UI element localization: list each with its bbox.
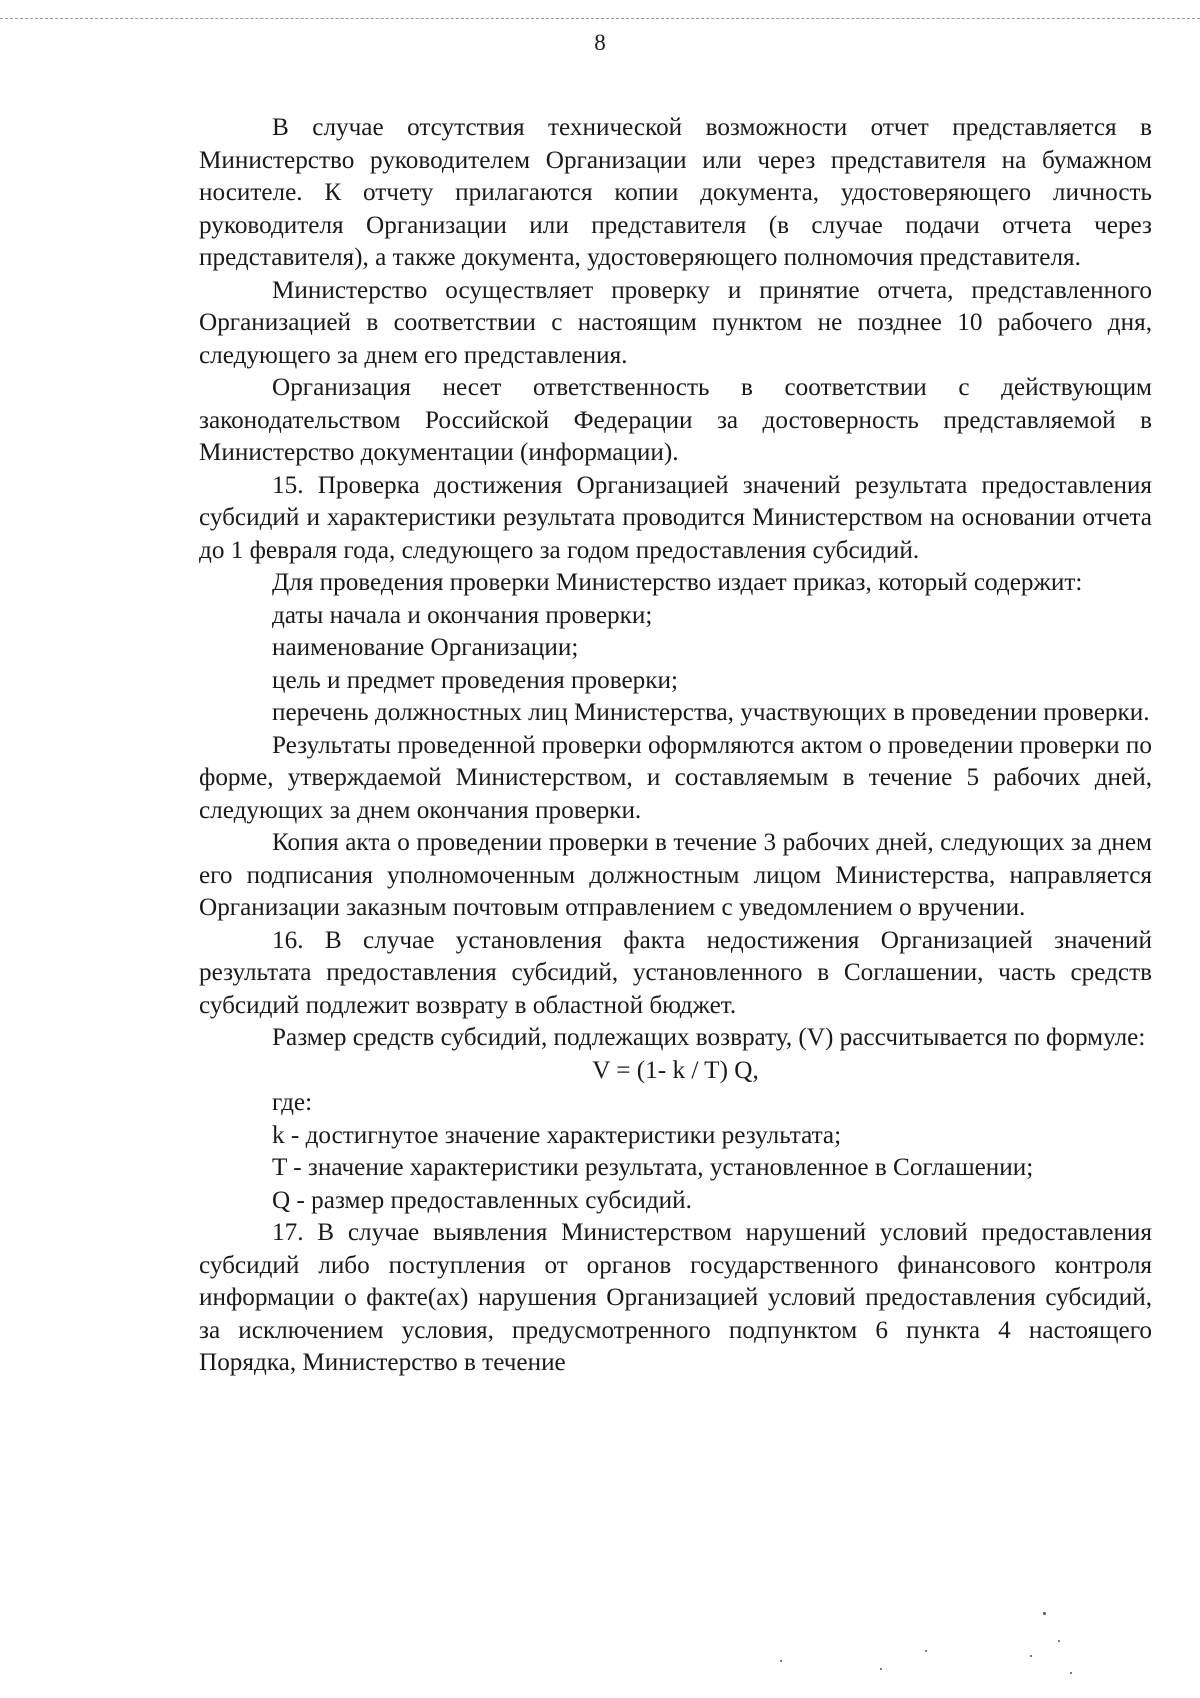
paragraph-refund-size: Размер средств субсидий, подлежащих возврату, (V) рассчитывается по формуле: [272,1024,1146,1051]
paragraph-item-17: 17. В случае выявления Министерством нарушений условий предоставления субсидий либо поступления от органов государственного финансового контроля информации о факте(ах) нарушения Организацией условий предоставления субсидий, за исключением условия, предусмотренного подпунктом 6 пункта 4 настоящего Порядка, Министерство в течение [199,1219,1152,1376]
list-item-dates: даты начала и окончания проверки; [272,601,653,629]
paragraph-item-15: 15. Проверка достижения Организацией значений результата предоставления субсидий и характеристики результата проводится Министерством на основании отчета до 1 февраля года, следующего за годом предоставления субсидий. [199,471,1152,564]
list-item-officials: перечень должностных лиц Министерства, участвующих в проведении проверки. [272,699,1150,726]
definition-q: Q - размер предоставленных субсидий. [272,1186,692,1214]
list-item-purpose: цель и предмет проведения проверки; [272,666,678,694]
paragraph-act-copy: Копия акта о проведении проверки в течение 3 рабочих дней, следующих за днем его подписания уполномоченным должностным лицом Министерства, направляется Организации заказным почтовым отправлением с уведомлением о вручении. [199,829,1152,921]
list-item-organization-name: наименование Организации; [272,634,579,661]
paragraph-no-tech-possibility: В случае отсутствия технической возможности отчет представляется в Министерство руководителем Организации или через представителя на бумажном носителе. К отчету прилагаются копии документа, удостоверяющего личность руководителя Организации или представителя (в случае подачи отчета через представителя), а также документа, удостоверяющего полномочия представителя. [199,114,1152,271]
scan-edge-line [0,18,1200,19]
paragraph-order-contents: Для проведения проверки Министерство издает приказ, который содержит: [272,569,1083,596]
document-body [199,112,1152,1380]
definition-t: T - значение характеристики результата, установленное в Соглашении; [272,1154,1034,1181]
definition-where: где: [272,1089,313,1116]
paragraph-item-16: 16. В случае установления факта недостижения Организацией значений результата предоставления субсидий, установленного в Соглашении, часть средств субсидий подлежит возврату в областной бюджет. [199,926,1152,1019]
paragraph-responsibility: Организация несет ответственность в соответствии с действующим законодательством Российской Федерации за достоверность представляемой в Министерство документации (информации). [199,374,1152,466]
paragraph-report-check: Министерство осуществляет проверку и принятие отчета, представленного Организацией в соответствии с настоящим пунктом не позднее 10 рабочего дня, следующего за днем его представления. [199,276,1152,369]
refund-formula: V = (1- k / T) Q, [592,1056,759,1084]
definition-k: k - достигнутое значение характеристики результата; [272,1121,842,1149]
paragraph-check-results: Результаты проведенной проверки оформляются актом о проведении проверки по форме, утверждаемой Министерством, и составляемым в течение 5 рабочих дней, следующих за днем окончания проверки. [199,731,1152,824]
page-number: 8 [594,30,606,55]
